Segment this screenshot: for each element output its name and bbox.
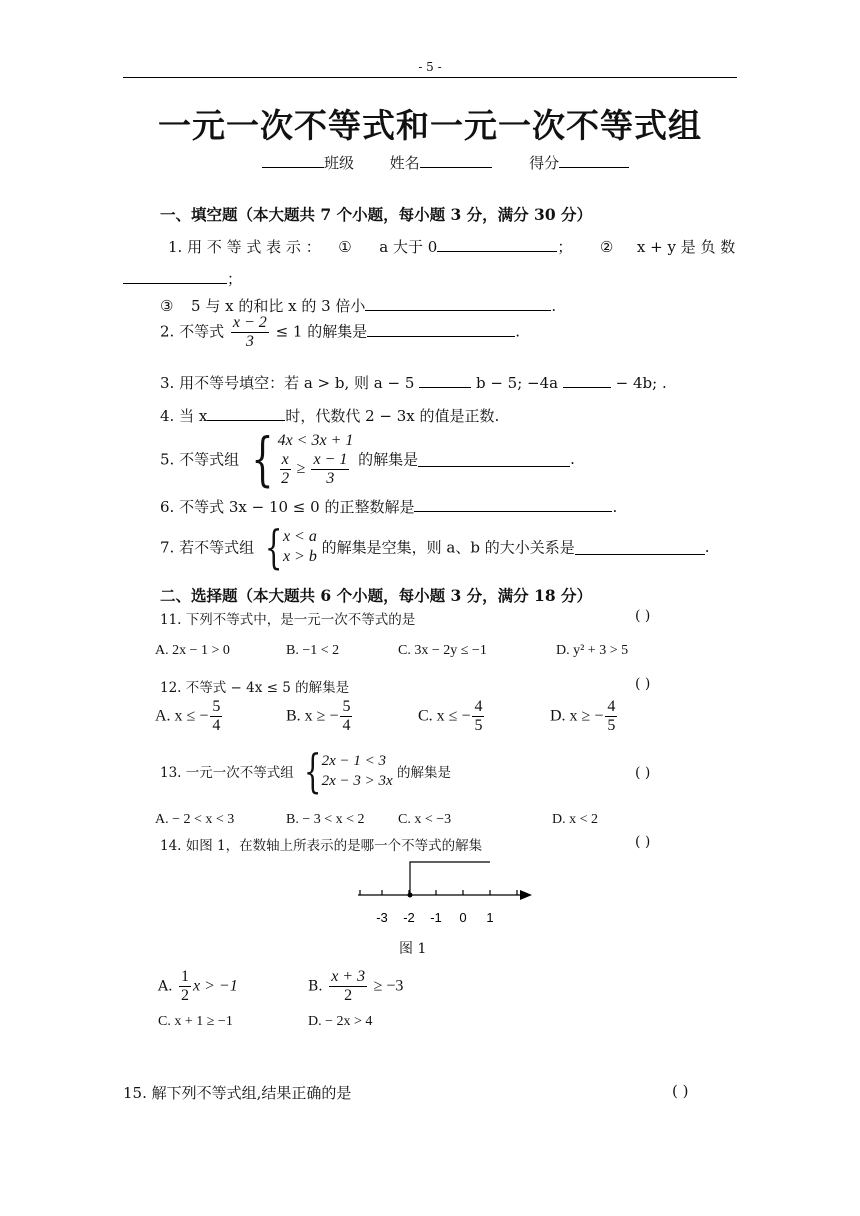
q1-lead: 1. 用 不 等 式 表 示 ：: [168, 238, 321, 256]
q1-blank3[interactable]: [365, 296, 551, 311]
q12-stem: 12. 不等式 − 4x ≤ 5 的解集是: [160, 680, 350, 696]
tick-label: -1: [430, 910, 442, 925]
q6-blank[interactable]: [414, 497, 612, 512]
q5-blank[interactable]: [418, 452, 570, 467]
q14-option-d[interactable]: D. − 2x > 4: [308, 1014, 373, 1029]
q14-option-c[interactable]: C. x + 1 ≥ −1: [158, 1014, 233, 1029]
q4: [160, 405, 499, 426]
q2-lead: 2. 不等式: [160, 322, 225, 341]
q1-circle1: ①: [338, 238, 352, 256]
score-blank[interactable]: [559, 153, 629, 168]
q3-blank1[interactable]: [419, 373, 471, 388]
q1-circle2: ②: [599, 238, 614, 256]
page-title: 一元一次不等式和一元一次不等式组: [158, 106, 702, 145]
q12-option-b[interactable]: B. x ≥ − $\frac{5}{4}$: [286, 698, 351, 734]
section2-heading: 二、选择题（本大题共 6 个小题，每小题 3 分，满分 18 分）: [160, 586, 593, 605]
q1-part3: 5 与 x 的和比 x 的 3 倍小: [191, 297, 366, 315]
q7-end: .: [704, 538, 710, 556]
q5: [160, 425, 575, 493]
q13-stem: 13. 一元一次不等式组 { 2x − 1 < 3 2x − 3 > 3x 的解集是: [160, 744, 451, 798]
q4-lead: 4. 当 x: [160, 407, 208, 425]
q3-tail: − 4b; .: [615, 374, 667, 392]
tick-label: -3: [376, 910, 388, 925]
q11-option-c[interactable]: C. 3x − 2y ≤ −1: [398, 643, 487, 658]
q2-end: .: [515, 322, 520, 341]
q5-brace: {: [251, 425, 274, 493]
q7-blank[interactable]: [575, 540, 705, 555]
score-label: 得分: [529, 154, 560, 172]
name-blank[interactable]: [420, 153, 492, 168]
q7-tail: 的解集是空集，则 a、b 的大小关系是: [321, 538, 575, 557]
q13-option-a[interactable]: A. − 2 < x < 3: [155, 812, 235, 827]
q1-line1: [168, 236, 735, 257]
q13-system: 2x − 1 < 3 2x − 3 > 3x: [321, 753, 393, 789]
q7: [160, 520, 710, 574]
figure-caption: 图 1: [399, 941, 427, 957]
q14-option-a[interactable]: A. $\frac{1}{2}$ x > −1: [158, 968, 238, 1004]
q13-brace: {: [303, 744, 322, 798]
q7-system: x < a x > b: [282, 528, 317, 565]
q5-system: 4x < 3x + 1 $\frac{x}{2}$ ≥ $\frac{x - 1}{3}$: [277, 431, 354, 487]
q1-semi2: ；: [227, 270, 243, 288]
page-number: - 5 -: [418, 60, 442, 74]
q2: [160, 314, 520, 351]
section1-heading: 一、填空题（本大题共 7 个小题，每小题 3 分，满分 30 分）: [160, 205, 593, 224]
q11-stem: 11. 下列不等式中，是一元一次不等式的是: [160, 612, 416, 628]
q2-blank[interactable]: [367, 322, 515, 337]
tick-label: 0: [459, 910, 467, 925]
q11-option-d[interactable]: D. y² + 3 > 5: [556, 643, 629, 658]
q3-text: 3. 用不等号填空：若 a > b, 则 a − 5: [160, 374, 415, 392]
q1-part2: x + y 是 负 数: [636, 238, 736, 256]
q13-option-d[interactable]: D. x < 2: [552, 812, 599, 827]
q12-answer-paren[interactable]: ( ): [635, 676, 651, 692]
q12-option-a[interactable]: A. x ≤ − $\frac{5}{4}$: [155, 698, 221, 734]
q4-tail: 时，代数代 2 − 3x 的值是正数.: [285, 407, 500, 425]
q6-lead: 6. 不等式 3x − 10 ≤ 0 的正整数解是: [160, 498, 415, 516]
class-label: 班级: [324, 154, 355, 172]
number-line-arrow-icon: [520, 890, 532, 900]
q1-circle3: ③: [160, 297, 174, 315]
q13-answer-paren[interactable]: ( ): [635, 765, 651, 781]
q5-end: .: [570, 450, 575, 468]
q1-end: .: [551, 297, 557, 315]
class-blank[interactable]: [262, 153, 324, 168]
tick-label: 1: [486, 910, 494, 925]
q14-option-b[interactable]: B. $\frac{x + 3}{2}$ ≥ −3: [308, 968, 404, 1004]
q3-blank2[interactable]: [563, 373, 611, 388]
q7-brace: {: [264, 520, 283, 574]
q1-blank1[interactable]: [437, 237, 557, 252]
q5-tail: 的解集是: [358, 450, 419, 469]
q1-line2: [123, 268, 242, 289]
q3: [160, 372, 667, 393]
solid-point: [408, 893, 413, 898]
name-label: 姓名: [389, 154, 420, 172]
q14-answer-paren[interactable]: ( ): [635, 834, 651, 850]
q2-rel: ≤ 1 的解集是: [275, 322, 368, 341]
q5-lead: 5. 不等式组: [160, 450, 240, 469]
tick-label: -2: [403, 910, 415, 925]
solution-bracket: [410, 862, 490, 895]
q3-mid: b − 5; −4a: [475, 374, 559, 392]
q14-stem: 14. 如图 1，在数轴上所表示的是哪一个不等式的解集: [160, 838, 483, 854]
q6: [160, 496, 617, 517]
q15-stem: 15. 解下列不等式组,结果正确的是: [123, 1084, 352, 1102]
q11-option-a[interactable]: A. 2x − 1 > 0: [155, 643, 230, 658]
q13-option-b[interactable]: B. − 3 < x < 2: [286, 812, 365, 827]
q11-answer-paren[interactable]: ( ): [635, 608, 651, 624]
q12-option-c[interactable]: C. x ≤ − $\frac{4}{5}$: [418, 698, 483, 734]
q2-fraction: $\frac{x - 2}{3}$: [232, 314, 267, 350]
q11-option-b[interactable]: B. −1 < 2: [286, 643, 340, 658]
q1-part1: a 大于 0: [379, 238, 438, 256]
q13-option-c[interactable]: C. x < −3: [398, 812, 452, 827]
q1-line3: [160, 295, 556, 316]
q12-option-d[interactable]: D. x ≥ − $\frac{4}{5}$: [550, 698, 616, 734]
q1-semi1: ；: [557, 238, 573, 256]
q4-blank[interactable]: [207, 406, 285, 421]
number-line-figure: [350, 852, 540, 932]
q7-lead: 7. 若不等式组: [160, 538, 255, 557]
q1-blank2[interactable]: [123, 269, 227, 284]
q15-answer-paren[interactable]: ( ): [672, 1082, 689, 1100]
header-rule: [123, 77, 737, 78]
subheader: [262, 152, 629, 173]
q6-end: .: [612, 498, 618, 516]
